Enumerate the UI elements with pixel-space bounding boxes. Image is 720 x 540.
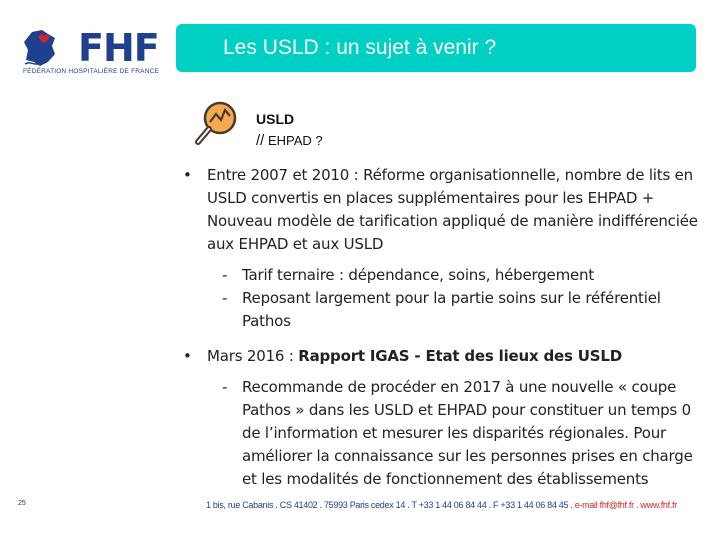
logo-text: FHF [78,26,159,70]
page-title: Les USLD : un sujet à venir ? [223,36,497,59]
bullet-item [183,164,698,256]
sub-dash: - [222,266,228,284]
sub-text: Tarif ternaire : dépendance, soins, hébergement [242,266,595,284]
bullet-dot: • [183,347,192,365]
bullet-prefix: Mars 2016 : [207,347,299,365]
search-chart-icon [190,98,242,150]
footer-address-text: 1 bis, rue Cabanis . CS 41402 . 75993 Paris cedex 14 . T +33 1 44 06 84 44 . F +33 1 44 06 84 45 . [206,500,575,510]
bullet-bold-text: Rapport IGAS - Etat des lieux des USLD [298,347,622,365]
footer-email[interactable]: e-mail fhf@fhf.fr [574,500,634,510]
france-map-heart-icon [22,28,58,68]
sub-item [183,287,698,333]
bullet-item [183,345,698,368]
sub-text: Recommande de procéder en 2017 à une nouvelle « coupe Pathos » dans les USLD et EHPAD pour constituer un temps 0 de l’information et mesurer les disparités régionales. Pour améliorer la connaissance sur les personnes prises en charge et les modalités de fonctionnement des établissements [242,378,693,488]
subtitle-prefix: // [256,132,265,149]
subtitle-text: EHPAD ? [264,133,323,148]
sub-text: Reposant largement pour la partie soins sur le référentiel Pathos [242,289,661,330]
logo-subtitle: FÉDÉRATION HOSPITALIÈRE DE FRANCE [23,68,160,75]
subtitle-line1: USLD [256,111,295,127]
bullet-dot: • [183,166,192,184]
sub-dash: - [222,289,228,307]
content-body [183,164,698,491]
fhf-logo [22,24,160,80]
footer-address [206,500,677,510]
section-subtitle [256,108,323,152]
page-number: 25 [18,500,26,507]
sub-item [183,376,698,491]
sub-dash: - [222,378,228,396]
subtitle-line2 [256,130,323,152]
footer-separator: . [633,500,641,510]
bullet-text: Entre 2007 et 2010 : Réforme organisationnelle, nombre de lits en USLD convertis en places supplémentaires pour les EHPAD + Nouveau modèle de tarification appliqué de manière indifférenciée aux EHPAD et aux USLD [207,166,698,253]
footer-website[interactable]: www.fhf.fr [640,500,677,510]
title-bar [176,24,696,72]
sub-item [183,264,698,287]
